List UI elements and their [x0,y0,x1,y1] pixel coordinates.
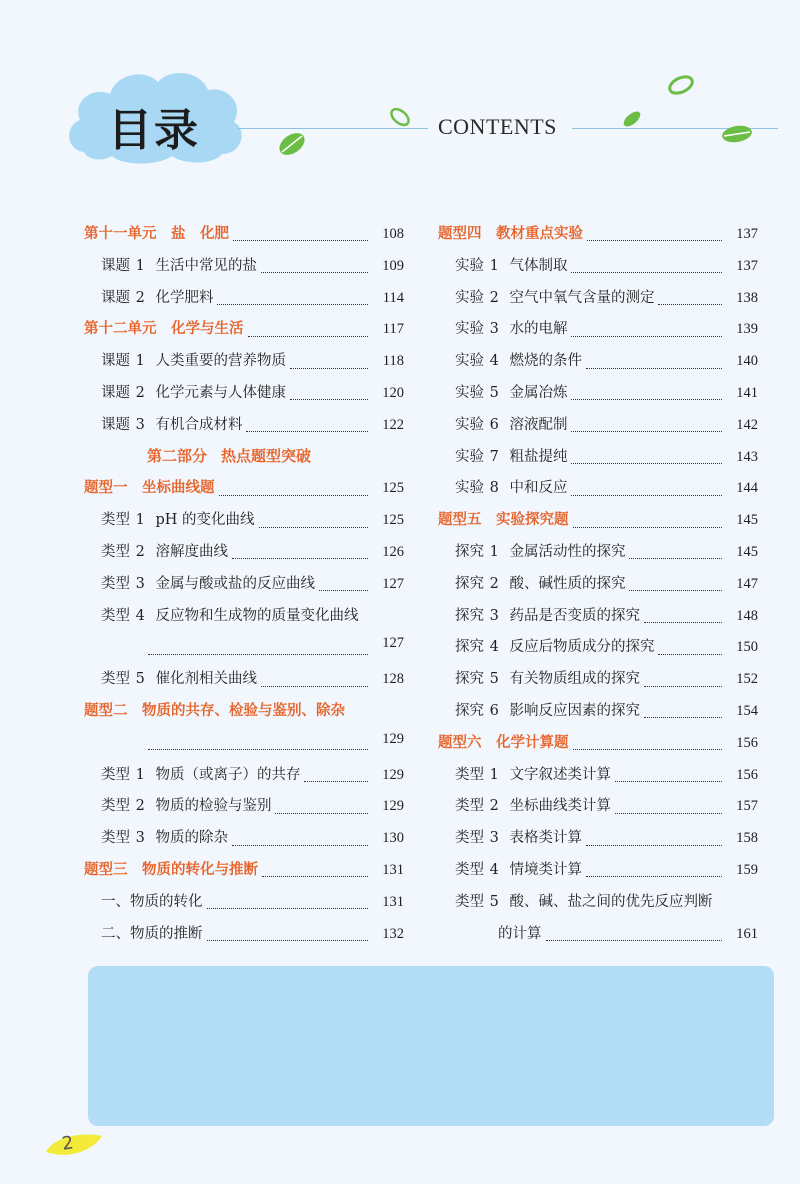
page-ref: 122 [382,416,404,433]
entry-number: 8 [485,480,504,497]
entry-prefix: 类型 [101,798,130,815]
page-ref: 127 [382,575,404,592]
entry-number: 2 [131,798,150,815]
leader-dots [573,749,723,750]
entry-title: 溶液配制 [509,416,568,433]
toc-unit-row [438,731,758,763]
entry-prefix: 类型 [455,766,484,783]
entry-title: 催化剂相关曲线 [155,671,257,688]
toc-entry-row [438,286,758,318]
entry-number: 6 [485,702,504,719]
leader-dots [615,813,722,814]
leader-dots [148,749,368,750]
entry-title: 粗盐提纯 [509,448,568,465]
entry-number: 1 [131,257,150,274]
page-ref: 139 [736,321,758,338]
page-ref: 156 [736,766,758,783]
entry-prefix: 类型 [455,893,484,910]
entry-title: 酸、碱、盐之间的优先反应判断 [509,893,713,910]
entry-number: 4 [131,607,150,624]
entry-title: 人类重要的营养物质 [155,353,286,370]
entry-label [455,349,582,370]
entry-number: 4 [485,639,504,656]
entry-label [101,540,228,561]
entry-prefix: 实验 [455,480,484,497]
entry-number: 1 [131,353,150,370]
entry-prefix: 类型 [455,798,484,815]
leader-dots [546,940,723,941]
page-ref: 120 [382,384,404,401]
entry-label [101,286,213,307]
entry-title: 中和反应 [509,480,568,497]
entry-number: 5 [485,671,504,688]
entry-label [455,286,654,307]
toc-entry-row [84,604,404,636]
toc-entry-row [84,763,404,795]
entry-label [101,508,255,529]
page-ref: 142 [736,416,758,433]
entry-label [455,763,611,784]
entry-label [455,572,625,593]
toc-entry-row [84,254,404,286]
leader-dots [290,368,368,369]
toc-entry-row [438,413,758,445]
toc-entry-row [84,413,404,445]
leader-dots [232,558,368,559]
leaf-icon [272,128,312,160]
entry-title: 金属活动性的探究 [509,543,626,560]
toc-entry-row [84,349,404,381]
entry-prefix: 实验 [455,384,484,401]
entry-title: 物质的除杂 [155,830,228,847]
leader-dots [290,399,368,400]
page-ref: 147 [736,575,758,592]
entry-label [101,763,300,784]
toc-entry-row [84,572,404,604]
entry-title: 化学元素与人体健康 [155,384,286,401]
entry-prefix: 类型 [101,830,130,847]
leader-dots [259,527,369,528]
entry-title: 溶解度曲线 [155,543,228,560]
entry-label [455,699,640,720]
entry-label [455,826,582,847]
page-ref: 125 [382,512,404,529]
entry-label [101,413,242,434]
entry-label [455,540,625,561]
leader-dots [571,463,722,464]
entry-label [455,635,654,656]
toc-entry-row [438,476,758,508]
leader-dots [248,336,369,337]
leader-dots [275,813,368,814]
leader-dots [571,399,722,400]
page-ref: 158 [736,830,758,847]
leader-dots [319,590,368,591]
leader-dots [219,495,369,496]
entry-label [101,381,286,402]
page-ref: 130 [382,830,404,847]
entry-title: 有关物质组成的探究 [509,671,640,688]
entry-title: 坐标曲线类计算 [509,798,611,815]
entry-number: 2 [131,384,150,401]
toc-unit-row [84,317,404,349]
leaf-outline-icon [386,104,414,130]
page-number: 2 [60,1132,75,1155]
section-label: 第二部分 [147,446,208,465]
toc-continuation-row [438,922,758,954]
leaf-right-icon [718,122,756,146]
page-ref: 108 [382,226,404,242]
entry-label [455,604,640,625]
entry-prefix: 实验 [455,321,484,338]
entry-prefix: 实验 [455,448,484,465]
entry-prefix: 探究 [455,639,484,656]
page-ref: 118 [382,353,404,370]
leader-dots [629,590,722,591]
page-ref: 126 [382,543,404,560]
entry-prefix: 类型 [101,766,130,783]
entry-number: 1 [485,543,504,560]
leader-dots [658,654,722,655]
entry-prefix: 实验 [455,416,484,433]
entry-number: 5 [485,893,504,910]
leader-dots [304,781,368,782]
entry-label [101,667,257,688]
toc-left-column [84,222,404,953]
unit-title: 题型六 化学计算题 [438,734,569,751]
page-ref: 131 [382,893,404,910]
toc-unit-row [84,699,404,731]
page-number-badge [44,1130,104,1160]
unit-title: 题型四 教材重点实验 [438,226,583,242]
entry-number: 3 [485,321,504,338]
entry-label [455,381,567,402]
toc-entry-row [84,890,404,922]
toc-entry-row [84,826,404,858]
entry-prefix: 实验 [455,257,484,274]
toc-unit-row [438,222,758,254]
page-ref: 132 [382,925,404,942]
leader-dots [658,304,722,305]
entry-prefix: 类型 [101,671,130,688]
entry-prefix: 探究 [455,543,484,560]
entry-number: 3 [131,830,150,847]
entry-number: 6 [485,416,504,433]
unit-title: 题型二 物质的共存、检验与鉴别、除杂 [84,702,345,719]
leader-dots [629,558,722,559]
entry-label [455,476,567,497]
toc-entry-row [438,826,758,858]
entry-prefix: 类型 [101,575,130,592]
leader-dots [217,304,368,305]
leaf-small-icon [618,108,646,130]
leader-dots [233,240,368,241]
leader-dots [573,527,723,528]
page-ref: 150 [736,639,758,656]
leader-dots [644,686,722,687]
toc-unit-row [438,508,758,540]
entry-label [101,349,286,370]
entry-number: 4 [485,861,504,878]
leader-dots [586,845,722,846]
leader-dots [571,495,722,496]
toc-entry-row [438,604,758,636]
leader-dots [232,845,368,846]
entry-title: 的计算 [498,925,542,942]
toc-entry-row [84,540,404,572]
entry-title: 有机合成材料 [155,416,243,433]
leader-dots [571,336,722,337]
section-title: 热点题型突破 [221,446,312,465]
toc-unit-row [84,222,404,254]
entry-number: 5 [485,384,504,401]
toc-entry-row [438,349,758,381]
entry-label [101,572,315,593]
entry-label [455,413,567,434]
entry-number: 7 [485,448,504,465]
toc-entry-row [438,858,758,890]
page-ref: 128 [382,671,404,688]
entry-prefix: 实验 [455,353,484,370]
toc-continuation-row [84,635,404,667]
page-ref: 129 [382,766,404,783]
toc-entry-row [438,794,758,826]
page-ref: 131 [382,861,404,878]
toc-entry-row [438,890,758,922]
entry-prefix: 类型 [101,543,130,560]
unit-title: 题型一 坐标曲线题 [84,480,215,497]
entry-title: pH 的变化曲线 [155,512,255,529]
leaf-outline-top-icon [664,70,698,100]
entry-title: 文字叙述类计算 [509,766,611,783]
page-ref: 137 [736,226,758,242]
unit-title: 第十一单元 盐 化肥 [84,226,229,242]
entry-number: 3 [131,416,150,433]
leader-dots [246,431,368,432]
entry-number: 1 [485,766,504,783]
entry-title: 药品是否变质的探究 [509,607,640,624]
toc-entry-row [84,381,404,413]
entry-title: 表格类计算 [509,830,582,847]
page-ref: 129 [382,798,404,815]
leader-dots [586,876,722,877]
entry-label [455,667,640,688]
entry-title: 金属与酸或盐的反应曲线 [155,575,315,592]
page-ref: 129 [382,730,404,747]
entry-label [101,254,257,275]
unit-title: 第十二单元 化学与生活 [84,321,244,338]
entry-number: 1 [485,257,504,274]
page-ref: 137 [736,257,758,274]
toc-entry-row [438,540,758,572]
leader-dots [644,622,722,623]
page-ref: 127 [382,635,404,652]
entry-title: 燃烧的条件 [509,353,582,370]
entry-label [455,858,582,879]
page-ref: 114 [382,289,404,306]
entry-title: 化学肥料 [155,289,214,306]
page-header [0,0,800,190]
contents-heading: CONTENTS [438,114,557,139]
page-ref: 144 [736,480,758,497]
toc-entry-row [438,667,758,699]
entry-prefix: 探究 [455,702,484,719]
entry-title: 酸、碱性质的探究 [509,575,626,592]
entry-title: 反应物和生成物的质量变化曲线 [155,607,359,624]
page-ref: 141 [736,384,758,401]
entry-title: 反应后物质成分的探究 [509,639,655,656]
entry-number: 3 [131,575,150,592]
leader-dots [571,272,722,273]
entry-label [455,445,567,466]
toc-entry-row [438,572,758,604]
entry-title: 物质的检验与鉴别 [155,798,272,815]
entry-label [101,794,271,815]
entry-title: 气体制取 [509,257,568,274]
page-ref: 143 [736,448,758,465]
toc-entry-row [438,635,758,667]
entry-title: 生活中常见的盐 [155,257,257,274]
entry-title: 物质（或离子）的共存 [155,766,301,783]
entry-title: 空气中氧气含量的测定 [509,289,655,306]
entry-prefix: 课题 [101,384,130,401]
page-ref: 156 [736,734,758,751]
unit-title: 题型三 物质的转化与推断 [84,861,258,878]
toc-unit-row [84,476,404,508]
page-ref: 148 [736,607,758,624]
entry-number: 2 [485,575,504,592]
page-ref: 154 [736,702,758,719]
toc-section-heading [84,445,404,477]
entry-prefix: 探究 [455,671,484,688]
entry-prefix: 类型 [455,830,484,847]
toc-unit-row [84,858,404,890]
entry-prefix: 课题 [101,353,130,370]
entry-number: 5 [131,671,150,688]
entry-prefix: 类型 [101,512,130,529]
leader-dots [261,686,368,687]
toc-entry-row [84,922,404,954]
leader-dots [571,431,722,432]
entry-number: 2 [131,543,150,560]
entry-label [101,826,228,847]
unit-title: 题型五 实验探究题 [438,512,569,529]
leader-dots [148,654,368,655]
entry-prefix: 类型 [101,607,130,624]
page-ref: 161 [736,925,758,942]
entry-prefix: 探究 [455,575,484,592]
entry-prefix: 课题 [101,289,130,306]
page-ref: 138 [736,289,758,306]
page-ref: 145 [736,543,758,560]
entry-number: 1 [131,766,150,783]
entry-title: 一、物质的转化 [101,893,203,910]
toc-entry-row [438,699,758,731]
entry-number: 1 [131,512,150,529]
entry-label [455,254,567,275]
page-ref: 152 [736,671,758,688]
page-ref: 125 [382,480,404,497]
leader-dots [644,717,722,718]
entry-label [455,317,567,338]
entry-number: 2 [485,289,504,306]
leader-dots [586,368,722,369]
toc-entry-row [84,508,404,540]
page-ref: 159 [736,861,758,878]
entry-label [455,794,611,815]
page-title: 目录 [108,105,200,156]
leader-dots [207,940,369,941]
entry-label [101,604,358,625]
entry-number: 2 [131,289,150,306]
entry-title: 影响反应因素的探究 [509,702,640,719]
entry-prefix: 实验 [455,289,484,306]
leader-dots [207,908,369,909]
toc-entry-row [438,254,758,286]
entry-prefix: 类型 [455,861,484,878]
page-ref: 145 [736,512,758,529]
entry-prefix: 课题 [101,257,130,274]
toc-entry-row [84,286,404,318]
toc-entry-row [438,445,758,477]
toc-entry-row [84,667,404,699]
toc-entry-row [438,763,758,795]
page-ref: 109 [382,257,404,274]
toc-entry-row [84,794,404,826]
entry-prefix: 课题 [101,416,130,433]
entry-title: 水的电解 [509,321,568,338]
leader-dots [262,876,368,877]
entry-number: 3 [485,830,504,847]
toc-continuation-row [84,731,404,763]
page-ref: 117 [382,321,404,338]
entry-number: 3 [485,607,504,624]
entry-prefix: 探究 [455,607,484,624]
leader-dots [615,781,722,782]
entry-number: 4 [485,353,504,370]
toc-entry-row [438,317,758,349]
bottom-info-panel [88,966,774,1126]
page-ref: 140 [736,353,758,370]
entry-label [455,890,712,911]
entry-title: 二、物质的推断 [101,925,203,942]
toc-entry-row [438,381,758,413]
page-ref: 157 [736,798,758,815]
entry-title: 金属冶炼 [509,384,568,401]
leader-dots [587,240,722,241]
toc-right-column [438,222,758,953]
entry-title: 情境类计算 [509,861,582,878]
entry-number: 2 [485,798,504,815]
leader-dots [261,272,368,273]
